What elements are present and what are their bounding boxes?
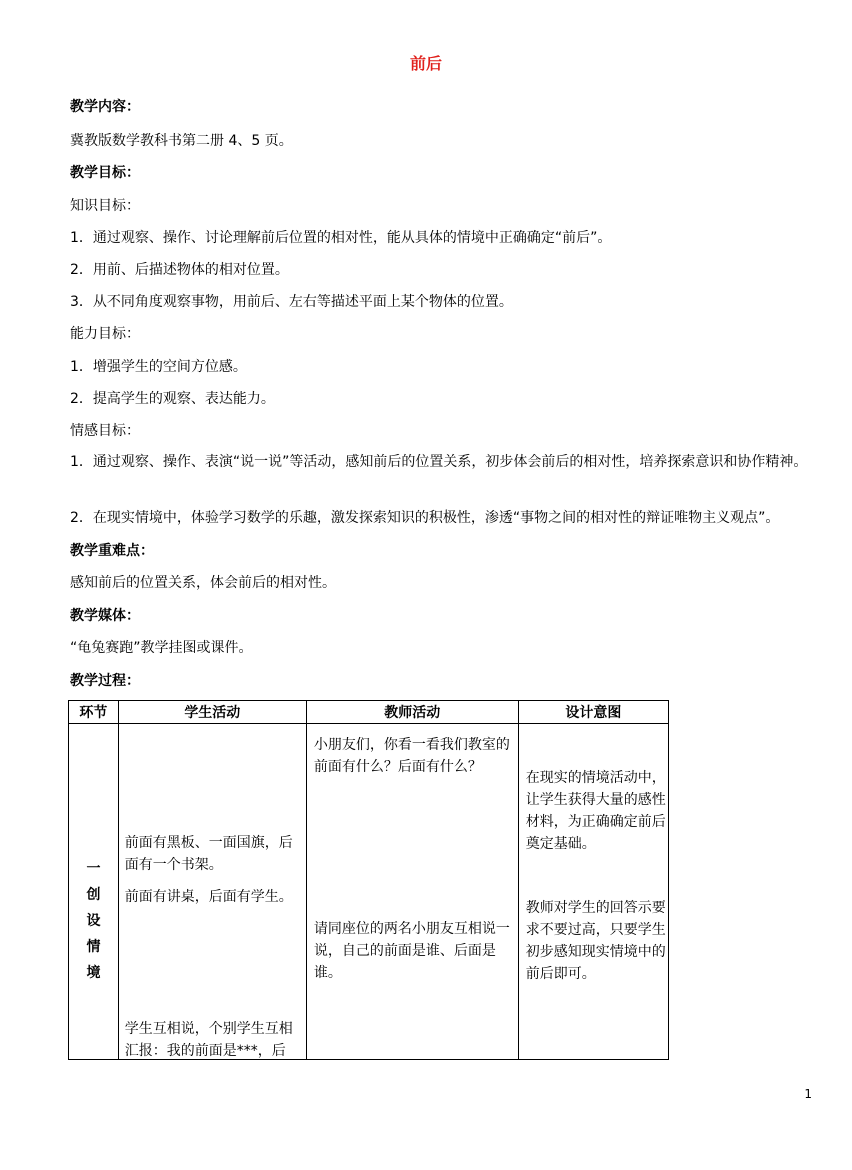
- knowledge-heading: 知识目标：: [70, 198, 140, 214]
- page-title: 前后: [409, 54, 442, 73]
- knowledge-item: 3．从不同角度观察事物，用前后、左右等描述平面上某个物体的位置。: [70, 294, 513, 310]
- process-heading: 教学过程：: [70, 673, 140, 689]
- media-text: “龟兔赛跑”教学挂图或课件。: [70, 640, 253, 656]
- process-table: [68, 700, 669, 1060]
- table-header: 学生活动: [118, 701, 306, 724]
- student-activity: 前面有黑板、一面国旗，后面有一个书架。: [124, 835, 293, 873]
- key-text: 感知前后的位置关系，体会前后的相对性。: [70, 575, 336, 591]
- content-heading: 教学内容：: [70, 99, 140, 115]
- ability-item: 2．提高学生的观察、表达能力。: [70, 391, 275, 407]
- teacher-activity: 请同座位的两名小朋友互相说一说，自己的前面是谁、后面是谁。: [313, 921, 510, 981]
- design-intent: 教师对学生的回答示要求不要过高，只要学生初步感知现实情境中的前后即可。: [525, 900, 666, 982]
- stage-cell: [69, 724, 119, 1060]
- knowledge-item: 2．用前、后描述物体的相对位置。: [70, 262, 289, 278]
- teacher-activity: 小朋友们，你看一看我们教室的前面有什么？后面有什么？: [313, 737, 510, 775]
- student-activity: 前面有讲桌，后面有学生。: [124, 889, 293, 905]
- ability-heading: 能力目标：: [70, 326, 140, 342]
- intent-cell: [518, 724, 668, 1060]
- goal-heading: 教学目标：: [70, 165, 140, 181]
- emotion-item: 1．通过观察、操作、表演“说一说”等活动，感知前后的位置关系，初步体会前后的相对性，培养探索意识和协作精神。: [70, 454, 808, 470]
- table-header: 设计意图: [518, 701, 668, 724]
- table-row: [69, 724, 669, 1060]
- teacher-cell: [306, 724, 518, 1060]
- content-text: 冀教版数学教科书第二册 4、5 页。: [70, 133, 293, 149]
- design-intent: 在现实的情境活动中，让学生获得大量的感性材料，为正确确定前后奠定基础。: [525, 770, 666, 852]
- page-number: 1: [804, 1087, 812, 1101]
- ability-item: 1．增强学生的空间方位感。: [70, 359, 247, 375]
- emotion-heading: 情感目标：: [70, 423, 140, 439]
- stage-label: 一 创 设 情 境: [86, 861, 101, 981]
- table-header: 环节: [69, 701, 119, 724]
- student-cell: [118, 724, 306, 1060]
- knowledge-item: 1．通过观察、操作、讨论理解前后位置的相对性，能从具体的情境中正确确定“前后”。: [70, 230, 612, 246]
- emotion-item: 2．在现实情境中，体验学习数学的乐趣，激发探索知识的积极性，渗透“事物之间的相对性的辩证唯物主义观点”。: [70, 510, 780, 526]
- key-heading: 教学重难点：: [70, 543, 154, 559]
- student-activity: 学生互相说，个别学生互相汇报：我的前面是***，后: [124, 1021, 293, 1059]
- media-heading: 教学媒体：: [70, 608, 140, 624]
- table-header: 教师活动: [306, 701, 518, 724]
